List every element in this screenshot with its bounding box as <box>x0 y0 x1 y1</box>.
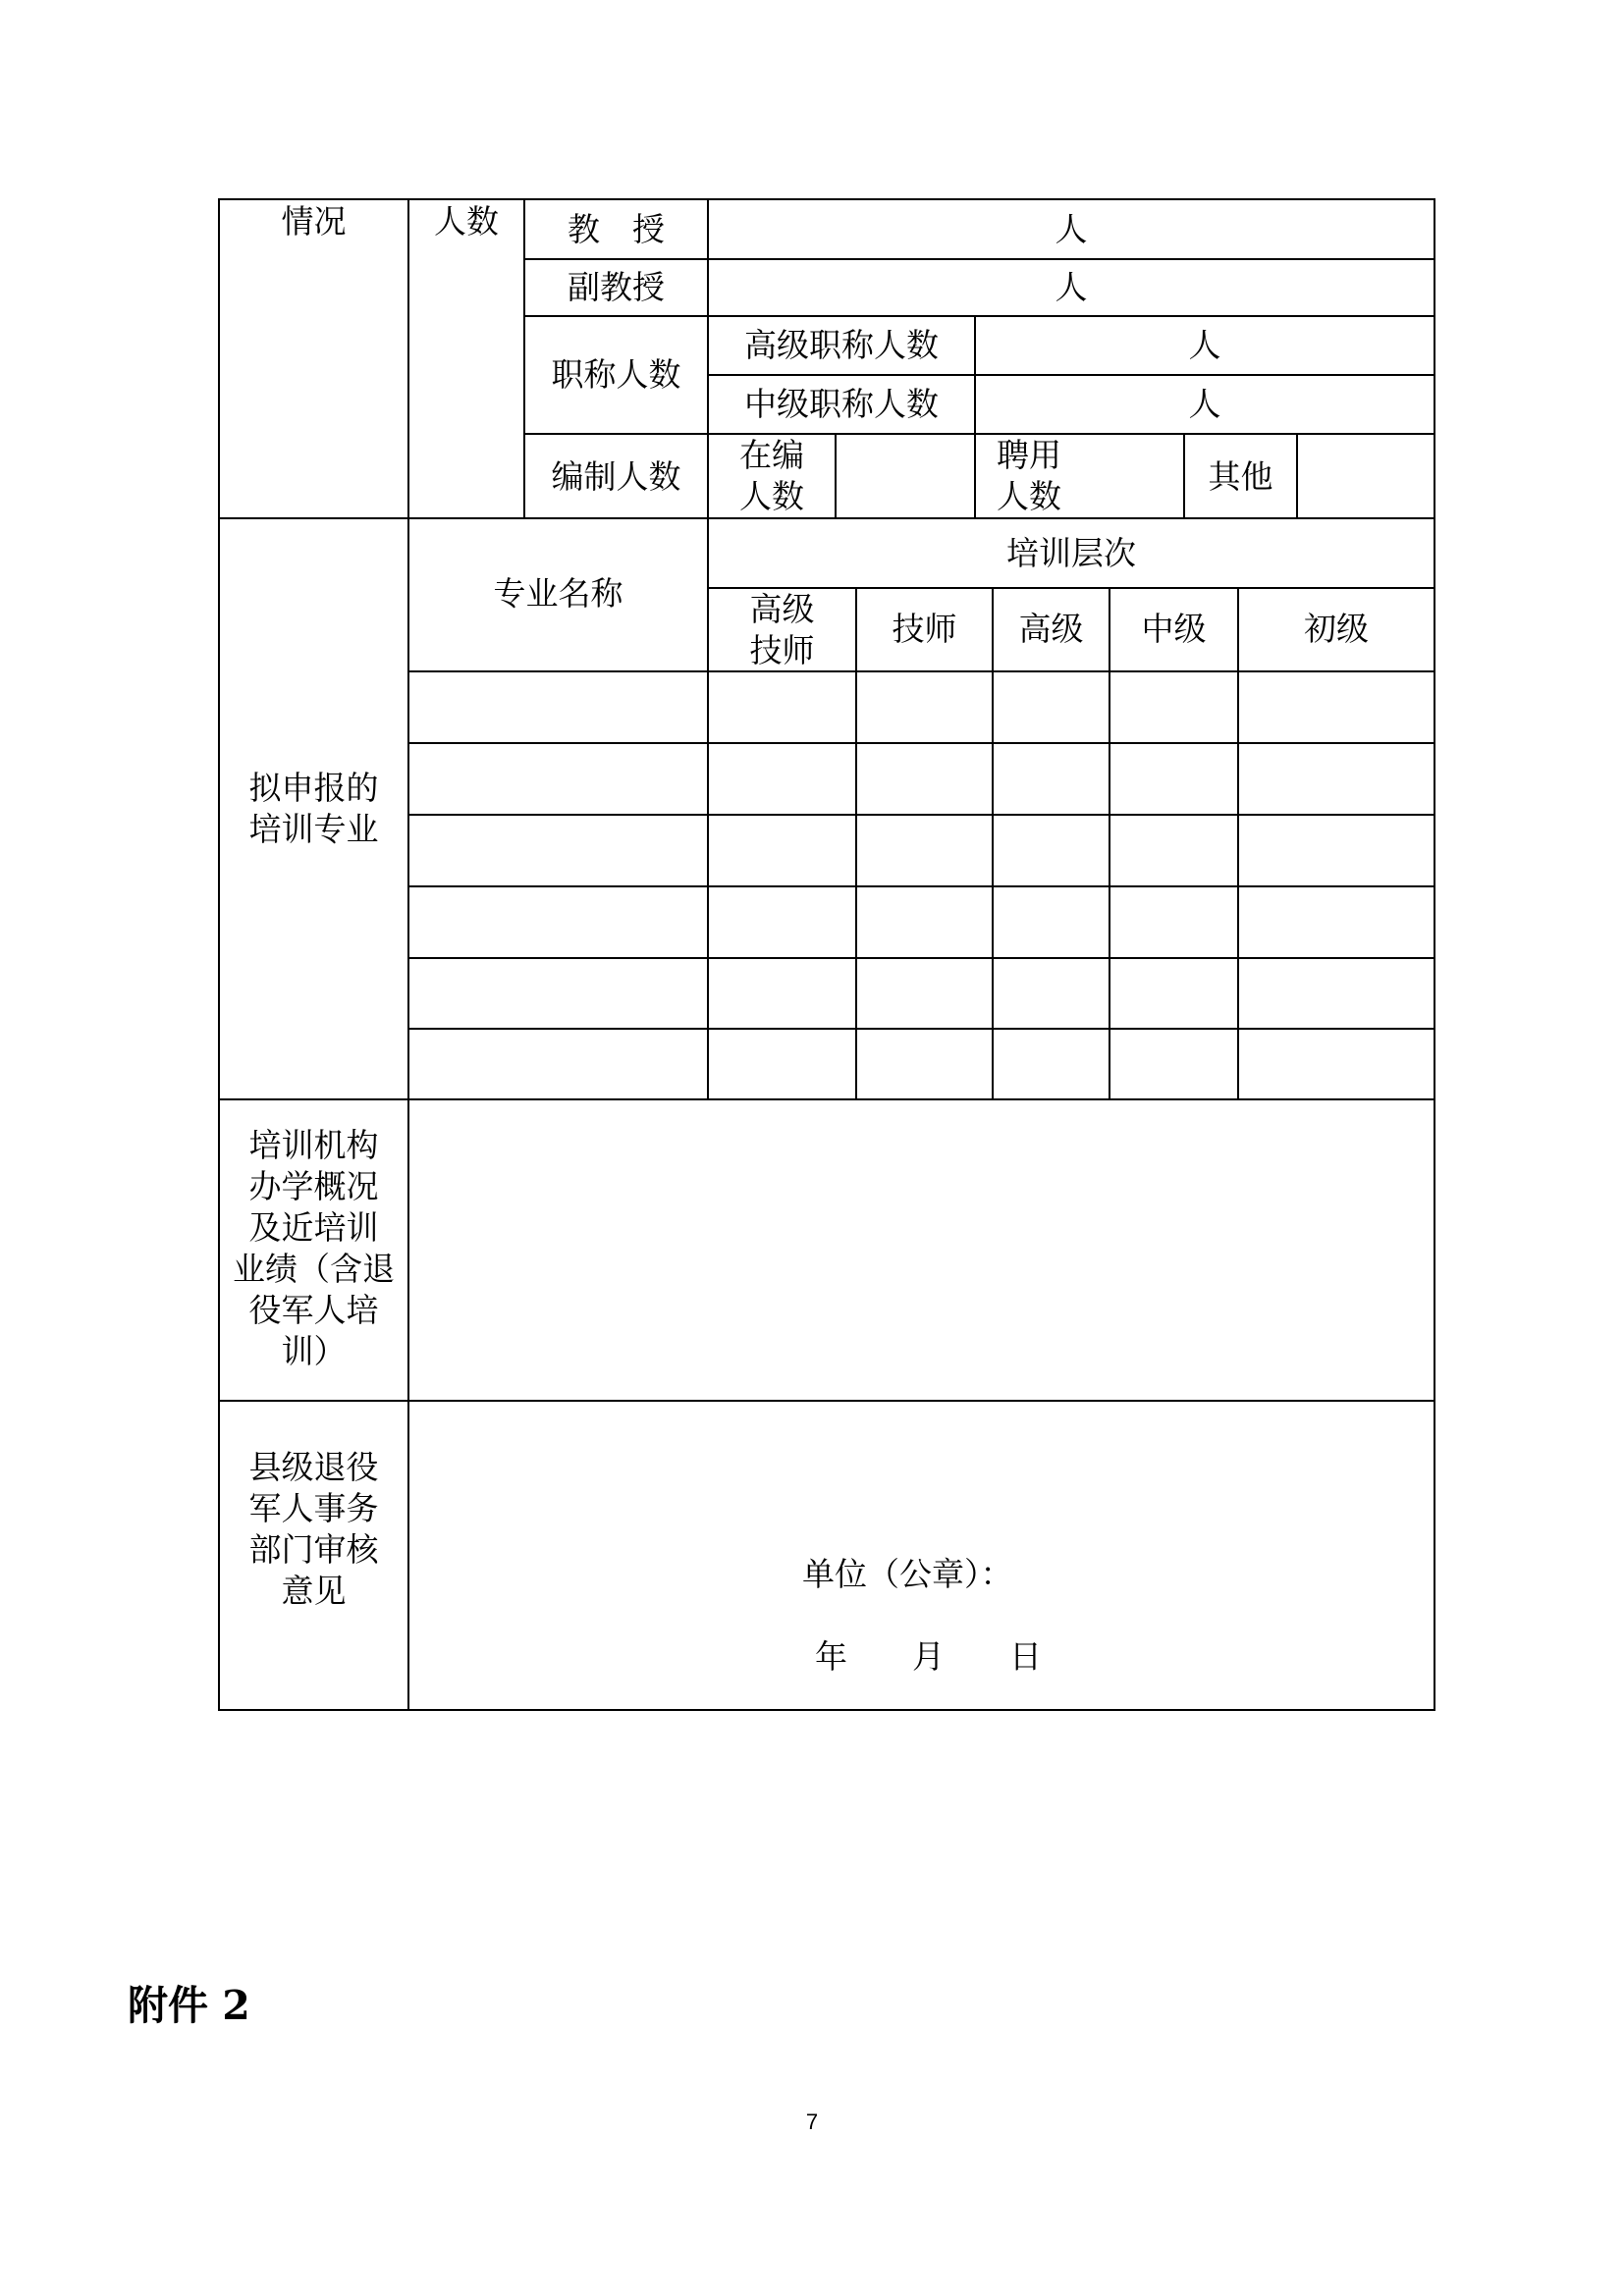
situation-label: 情况 <box>281 202 347 240</box>
training-level-header: 培训层次 <box>1006 534 1136 572</box>
divider <box>523 258 1435 260</box>
major-row[interactable] <box>409 672 1434 742</box>
attachment-title: 附件 2 <box>128 1982 250 2029</box>
major-row[interactable] <box>409 959 1434 1028</box>
review-label: 县级退役 军人事务 部门审核 意见 <box>248 1448 379 1610</box>
in-staff-input[interactable] <box>837 435 974 519</box>
overview-field[interactable] <box>409 1100 1434 1400</box>
professor-value: 人 <box>1055 210 1088 248</box>
level-senior-technician: 高级 技师 <box>749 590 815 669</box>
level-senior: 高级 <box>1018 610 1084 648</box>
table-border-right <box>1434 198 1435 1711</box>
divider <box>707 374 1435 376</box>
major-row[interactable] <box>409 816 1434 885</box>
hired-input[interactable] <box>1078 435 1183 519</box>
unit-seal-label: 单位（公章）： <box>802 1555 1013 1593</box>
staffing-label: 编制人数 <box>551 457 681 496</box>
hired-label: 聘用 人数 <box>997 436 1061 515</box>
major-row[interactable] <box>409 1030 1434 1098</box>
major-row[interactable] <box>409 744 1434 814</box>
review-date: 年 月 日 <box>815 1637 1042 1676</box>
table-border-bottom <box>218 1709 1435 1711</box>
divider <box>523 315 1435 317</box>
assoc-professor-label: 副教授 <box>568 268 665 306</box>
major-name-header: 专业名称 <box>493 574 623 613</box>
divider <box>407 198 409 519</box>
other-label: 其他 <box>1208 457 1273 496</box>
level-intermediate: 中级 <box>1141 610 1207 648</box>
level-junior: 初级 <box>1304 610 1369 648</box>
divider <box>218 517 1435 519</box>
assoc-professor-value: 人 <box>1055 268 1088 306</box>
table-border-top <box>218 198 1435 200</box>
mid-title-value: 人 <box>1188 385 1221 423</box>
major-row[interactable] <box>409 887 1434 957</box>
other-input[interactable] <box>1298 435 1434 519</box>
senior-title-label: 高级职称人数 <box>744 326 939 364</box>
mid-title-label: 中级职称人数 <box>744 385 939 423</box>
level-technician: 技师 <box>892 610 957 648</box>
count-label: 人数 <box>434 202 499 240</box>
title-count-label: 职称人数 <box>551 355 681 394</box>
senior-title-value: 人 <box>1188 326 1221 364</box>
professor-label: 教 授 <box>568 210 665 248</box>
page-number: 7 <box>805 2109 819 2134</box>
majors-section-label: 拟申报的 培训专业 <box>248 769 379 848</box>
overview-label: 培训机构 办学概况 及近培训 业绩（含退 役军人培 训） <box>233 1126 395 1370</box>
in-staff-label: 在编 人数 <box>739 436 804 515</box>
